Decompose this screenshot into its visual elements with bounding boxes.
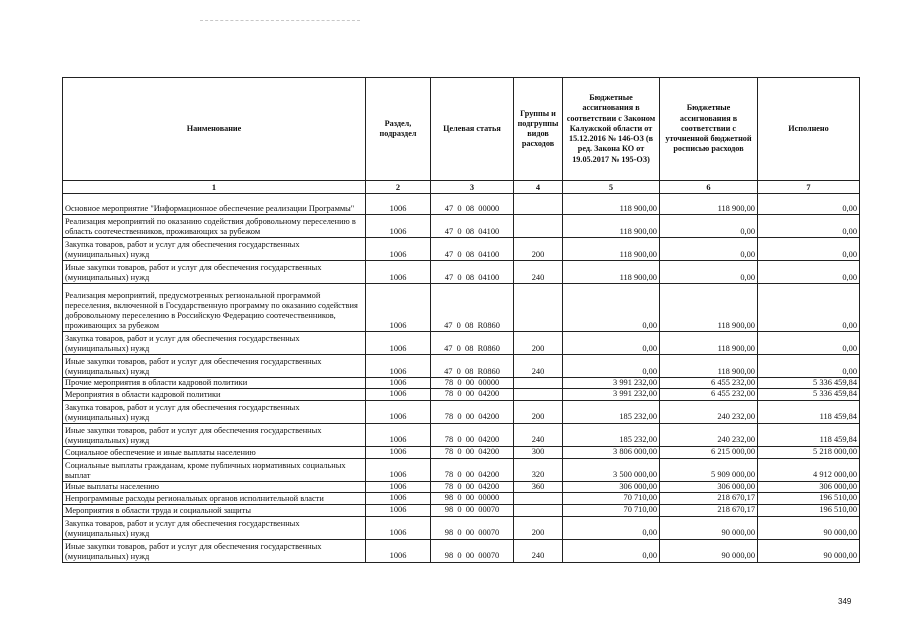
table-row: [63, 423, 860, 446]
row-expense-group: 320: [514, 458, 563, 481]
row-expense-group: [514, 194, 563, 215]
row-section: 1006: [366, 446, 431, 458]
column-number-row: [63, 181, 860, 194]
table-row: [63, 389, 860, 400]
row-target-article: 98 0 00 00000: [431, 493, 514, 504]
header-refined-allocations: Бюджетные ассигнования в соответствии с уточненной бюджетной росписью расходов: [660, 78, 758, 181]
row-expense-group: [514, 504, 563, 516]
row-name: Непрограммные расходы региональных органов исполнительной власти: [63, 493, 366, 504]
row-name: Иные закупки товаров, работ и услуг для обеспечения государственных (муниципальных) нужд: [63, 261, 366, 284]
row-expense-group: 240: [514, 539, 563, 562]
row-executed: 196 510,00: [758, 504, 860, 516]
row-refined-allocation: 218 670,17: [660, 493, 758, 504]
row-target-article: 98 0 00 00070: [431, 539, 514, 562]
table-row: [63, 516, 860, 539]
row-executed: 90 000,00: [758, 539, 860, 562]
table-row: [63, 400, 860, 423]
row-refined-allocation: 118 900,00: [660, 355, 758, 378]
row-name: Реализация мероприятий, предусмотренных региональной программой переселения, включенной в Государственную программу по оказанию содействия добровольному переселению в Российскую Федерацию соотечественников, проживающих за рубежом: [63, 284, 366, 332]
row-refined-allocation: 240 232,00: [660, 400, 758, 423]
page-number: 349: [838, 597, 852, 606]
row-target-article: 78 0 00 04200: [431, 458, 514, 481]
row-target-article: 47 0 08 R0860: [431, 355, 514, 378]
row-target-article: 47 0 08 R0860: [431, 332, 514, 355]
row-section: 1006: [366, 400, 431, 423]
row-refined-allocation: 218 670,17: [660, 504, 758, 516]
row-expense-group: 240: [514, 261, 563, 284]
row-target-article: 78 0 00 04200: [431, 423, 514, 446]
row-refined-allocation: 6 215 000,00: [660, 446, 758, 458]
row-name: Иные закупки товаров, работ и услуг для обеспечения государственных (муниципальных) нужд: [63, 539, 366, 562]
row-target-article: 47 0 08 00000: [431, 194, 514, 215]
row-law-allocation: 3 991 232,00: [563, 389, 660, 400]
table-row: [63, 215, 860, 238]
row-law-allocation: 185 232,00: [563, 400, 660, 423]
row-section: 1006: [366, 516, 431, 539]
table-row: [63, 378, 860, 389]
row-section: 1006: [366, 332, 431, 355]
row-executed: 0,00: [758, 261, 860, 284]
table-row: [63, 504, 860, 516]
row-executed: 5 336 459,84: [758, 389, 860, 400]
header-row: [63, 78, 860, 181]
column-number: 3: [431, 181, 514, 194]
column-number: 6: [660, 181, 758, 194]
row-law-allocation: 0,00: [563, 355, 660, 378]
row-target-article: 78 0 00 04200: [431, 400, 514, 423]
row-target-article: 78 0 00 04200: [431, 389, 514, 400]
row-name: Закупка товаров, работ и услуг для обеспечения государственных (муниципальных) нужд: [63, 238, 366, 261]
row-executed: 0,00: [758, 194, 860, 215]
row-expense-group: [514, 493, 563, 504]
row-section: 1006: [366, 423, 431, 446]
header-expense-group: Группы и подгруппы видов расходов: [514, 78, 563, 181]
row-expense-group: [514, 215, 563, 238]
row-executed: 5 218 000,00: [758, 446, 860, 458]
row-section: 1006: [366, 481, 431, 492]
row-refined-allocation: 0,00: [660, 261, 758, 284]
row-section: 1006: [366, 458, 431, 481]
row-target-article: 98 0 00 00070: [431, 516, 514, 539]
row-law-allocation: 306 000,00: [563, 481, 660, 492]
row-target-article: 78 0 00 04200: [431, 446, 514, 458]
row-law-allocation: 3 991 232,00: [563, 378, 660, 389]
table-row: [63, 284, 860, 332]
row-expense-group: [514, 389, 563, 400]
row-executed: 118 459,84: [758, 423, 860, 446]
row-name: Социальные выплаты гражданам, кроме публичных нормативных социальных выплат: [63, 458, 366, 481]
row-expense-group: 300: [514, 446, 563, 458]
row-law-allocation: 0,00: [563, 516, 660, 539]
row-name: Закупка товаров, работ и услуг для обеспечения государственных (муниципальных) нужд: [63, 332, 366, 355]
budget-table: [62, 77, 860, 563]
row-expense-group: 200: [514, 400, 563, 423]
row-section: 1006: [366, 238, 431, 261]
table-row: [63, 446, 860, 458]
column-number: 7: [758, 181, 860, 194]
row-expense-group: [514, 284, 563, 332]
row-refined-allocation: 118 900,00: [660, 194, 758, 215]
row-expense-group: 240: [514, 355, 563, 378]
row-expense-group: 200: [514, 238, 563, 261]
row-executed: 4 912 000,00: [758, 458, 860, 481]
row-executed: 90 000,00: [758, 516, 860, 539]
row-section: 1006: [366, 284, 431, 332]
row-target-article: 78 0 00 04200: [431, 481, 514, 492]
row-refined-allocation: 6 455 232,00: [660, 389, 758, 400]
row-expense-group: 200: [514, 332, 563, 355]
row-law-allocation: 118 900,00: [563, 194, 660, 215]
table-row: [63, 194, 860, 215]
row-target-article: 47 0 08 04100: [431, 238, 514, 261]
header-law-allocations: Бюджетные ассигнования в соответствии с Законом Калужской области от 15.12.2016 № 146-ОЗ (в ред. Закона КО от 19.05.2017 № 195-ОЗ): [563, 78, 660, 181]
header-target-article: Целевая статья: [431, 78, 514, 181]
row-executed: 306 000,00: [758, 481, 860, 492]
scan-artifact: [200, 14, 360, 21]
column-number: 5: [563, 181, 660, 194]
row-name: Закупка товаров, работ и услуг для обеспечения государственных (муниципальных) нужд: [63, 516, 366, 539]
row-expense-group: [514, 378, 563, 389]
row-executed: 118 459,84: [758, 400, 860, 423]
row-law-allocation: 185 232,00: [563, 423, 660, 446]
row-refined-allocation: 5 909 000,00: [660, 458, 758, 481]
row-target-article: 47 0 08 R0860: [431, 284, 514, 332]
row-refined-allocation: 240 232,00: [660, 423, 758, 446]
row-refined-allocation: 118 900,00: [660, 332, 758, 355]
table-row: [63, 238, 860, 261]
row-section: 1006: [366, 355, 431, 378]
row-target-article: 98 0 00 00070: [431, 504, 514, 516]
row-name: Закупка товаров, работ и услуг для обеспечения государственных (муниципальных) нужд: [63, 400, 366, 423]
row-section: 1006: [366, 215, 431, 238]
row-refined-allocation: 118 900,00: [660, 284, 758, 332]
table-row: [63, 458, 860, 481]
row-law-allocation: 70 710,00: [563, 493, 660, 504]
column-number: 2: [366, 181, 431, 194]
row-refined-allocation: 0,00: [660, 215, 758, 238]
row-executed: 0,00: [758, 238, 860, 261]
row-section: 1006: [366, 261, 431, 284]
row-law-allocation: 70 710,00: [563, 504, 660, 516]
row-executed: 0,00: [758, 332, 860, 355]
row-section: 1006: [366, 539, 431, 562]
budget-table-container: [62, 77, 860, 563]
row-executed: 5 336 459,84: [758, 378, 860, 389]
row-section: 1006: [366, 504, 431, 516]
row-law-allocation: 0,00: [563, 332, 660, 355]
row-executed: 196 510,00: [758, 493, 860, 504]
row-refined-allocation: 0,00: [660, 238, 758, 261]
row-target-article: 78 0 00 00000: [431, 378, 514, 389]
header-name: Наименование: [63, 78, 366, 181]
row-expense-group: 360: [514, 481, 563, 492]
row-law-allocation: 0,00: [563, 284, 660, 332]
row-section: 1006: [366, 378, 431, 389]
row-target-article: 47 0 08 04100: [431, 261, 514, 284]
row-executed: 0,00: [758, 215, 860, 238]
row-name: Иные закупки товаров, работ и услуг для обеспечения государственных (муниципальных) нужд: [63, 423, 366, 446]
table-row: [63, 261, 860, 284]
table-row: [63, 539, 860, 562]
table-row: [63, 493, 860, 504]
row-law-allocation: 118 900,00: [563, 261, 660, 284]
row-executed: 0,00: [758, 355, 860, 378]
row-refined-allocation: 6 455 232,00: [660, 378, 758, 389]
row-section: 1006: [366, 389, 431, 400]
table-row: [63, 481, 860, 492]
row-name: Прочие мероприятия в области кадровой политики: [63, 378, 366, 389]
row-name: Социальное обеспечение и иные выплаты населению: [63, 446, 366, 458]
row-executed: 0,00: [758, 284, 860, 332]
row-target-article: 47 0 08 04100: [431, 215, 514, 238]
column-number: 4: [514, 181, 563, 194]
row-refined-allocation: 306 000,00: [660, 481, 758, 492]
header-section: Раздел, подраздел: [366, 78, 431, 181]
row-name: Мероприятия в области труда и социальной защиты: [63, 504, 366, 516]
row-law-allocation: 118 900,00: [563, 215, 660, 238]
row-name: Основное мероприятие "Информационное обеспечение реализации Программы": [63, 194, 366, 215]
row-name: Мероприятия в области кадровой политики: [63, 389, 366, 400]
row-name: Иные закупки товаров, работ и услуг для обеспечения государственных (муниципальных) нужд: [63, 355, 366, 378]
row-law-allocation: 118 900,00: [563, 238, 660, 261]
row-name: Иные выплаты населению: [63, 481, 366, 492]
row-expense-group: 240: [514, 423, 563, 446]
header-executed: Исполнено: [758, 78, 860, 181]
row-refined-allocation: 90 000,00: [660, 539, 758, 562]
row-law-allocation: 0,00: [563, 539, 660, 562]
row-law-allocation: 3 500 000,00: [563, 458, 660, 481]
row-name: Реализация мероприятий по оказанию содействия добровольному переселению в область соотечественников, проживающих за рубежом: [63, 215, 366, 238]
row-section: 1006: [366, 493, 431, 504]
row-section: 1006: [366, 194, 431, 215]
row-refined-allocation: 90 000,00: [660, 516, 758, 539]
table-row: [63, 355, 860, 378]
row-expense-group: 200: [514, 516, 563, 539]
column-number: 1: [63, 181, 366, 194]
row-law-allocation: 3 806 000,00: [563, 446, 660, 458]
table-row: [63, 332, 860, 355]
